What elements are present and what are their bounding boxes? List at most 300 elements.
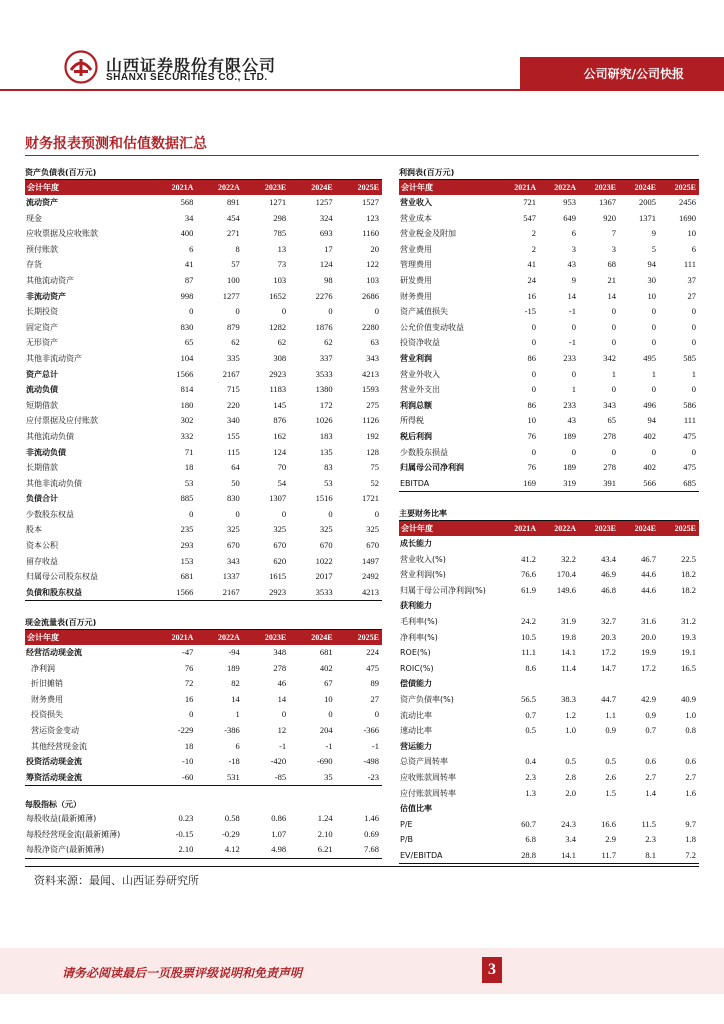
row-value: 325: [319, 524, 333, 535]
row-value: 233: [563, 352, 576, 363]
table-row: [399, 739, 699, 755]
table-row: [25, 445, 382, 461]
row-value: [579, 739, 619, 755]
row-label: 总资产周转率: [400, 757, 448, 767]
row-value: 2.8: [565, 771, 576, 782]
row-value: 10: [647, 290, 656, 301]
row-value: 1527: [362, 197, 379, 207]
row-value: 1.0: [565, 725, 576, 736]
row-value: 308: [273, 352, 287, 363]
row-label: 研发费用: [400, 275, 432, 285]
row-value: 0: [651, 306, 656, 317]
row-value: 83: [324, 462, 333, 473]
row-value: 9.7: [685, 818, 696, 829]
row-value: 35: [289, 770, 335, 786]
row-label: 少数股东权益: [26, 509, 74, 519]
row-value: 1257: [315, 197, 333, 207]
row-value: [619, 739, 659, 755]
row-value: 72: [184, 678, 194, 689]
row-value: 67: [324, 678, 333, 689]
row-value: 2.3: [525, 771, 536, 782]
table-row: [399, 273, 699, 289]
row-value: 18: [184, 740, 194, 751]
row-value: 1.3: [525, 787, 536, 798]
table-row: [25, 842, 382, 858]
row-value: -94: [228, 647, 240, 657]
row-value: 278: [603, 430, 616, 441]
row-value: 43: [567, 259, 576, 270]
row-value: 104: [180, 352, 194, 363]
row-value: 44.6: [641, 584, 656, 595]
table-row: [25, 273, 382, 289]
company-name-en: SHANXI SECURITIES CO., LTD.: [106, 72, 268, 83]
row-value: 0: [571, 368, 576, 379]
row-value: 332: [180, 430, 194, 441]
row-value: -690: [316, 756, 333, 767]
row-value: 10: [687, 228, 696, 239]
row-value: -498: [363, 756, 379, 767]
year-header: 2025E: [336, 180, 382, 195]
row-value: 71: [184, 446, 194, 457]
table-row: [25, 538, 382, 554]
row-value: 2167: [196, 585, 242, 601]
row-value: 94: [647, 415, 656, 426]
row-label: 成长能力: [400, 539, 432, 548]
row-label: 归属母公司股东权益: [26, 572, 98, 582]
row-label: 存货: [26, 260, 42, 270]
row-value: [579, 536, 619, 552]
row-value: 402: [643, 430, 656, 441]
row-value: 2.0: [565, 787, 576, 798]
table-row: [399, 367, 699, 383]
table-header-row: [25, 180, 382, 195]
row-value: 1.07: [271, 828, 287, 839]
row-value: 1: [651, 368, 656, 379]
row-value: 830: [227, 493, 240, 504]
row-value: [499, 801, 539, 817]
table-row: [399, 335, 699, 351]
row-value: 2.10: [150, 842, 196, 858]
row-value: 57: [231, 259, 240, 270]
row-value: 155: [227, 430, 240, 441]
row-value: 11.7: [579, 848, 619, 864]
ratios-title: 主要财务比率: [399, 509, 447, 518]
report-type-tag: 公司研究/公司快报: [583, 67, 684, 81]
row-value: 649: [563, 212, 576, 223]
row-label: 应付账款周转率: [400, 788, 456, 798]
row-value: 6.8: [525, 834, 536, 845]
row-label: 营业税金及附加: [400, 229, 456, 239]
table-row: [399, 676, 699, 692]
row-label: P/B: [400, 835, 414, 845]
row-label: 其他非流动资产: [26, 353, 82, 363]
row-label: 利润总额: [400, 400, 432, 410]
row-label: 长期借款: [26, 463, 58, 473]
row-value: [499, 536, 539, 552]
row-value: 0: [691, 384, 696, 395]
row-value: [539, 598, 579, 614]
ratios-table: [399, 521, 699, 864]
row-value: 65: [607, 415, 616, 426]
row-value: 220: [227, 399, 240, 410]
row-value: 1.4: [645, 787, 656, 798]
row-value: 0: [328, 306, 333, 317]
row-value: 325: [273, 524, 287, 535]
row-label: 现金: [26, 213, 42, 223]
row-value: 1652: [269, 290, 287, 301]
row-value: 0.69: [364, 828, 379, 839]
table-row: [25, 367, 382, 383]
header-label: 会计年度: [399, 180, 499, 195]
row-value: 1337: [222, 571, 240, 582]
table-row: [25, 554, 382, 570]
table-row: [25, 739, 382, 755]
row-value: 1721: [362, 493, 379, 504]
row-value: -15: [524, 306, 536, 317]
row-value: 7.2: [659, 848, 699, 864]
row-value: 62: [231, 337, 240, 348]
section-title: 财务报表预测和估值数据汇总: [25, 136, 207, 152]
row-value: 0: [189, 306, 194, 317]
row-value: -18: [228, 756, 240, 767]
per-share-block: [25, 798, 382, 859]
row-label: 公允价值变动收益: [400, 322, 464, 332]
row-value: 2456: [679, 197, 696, 207]
table-row: [399, 630, 699, 646]
row-value: 325: [366, 524, 379, 535]
row-value: 337: [319, 352, 333, 363]
row-label: 其他流动资产: [26, 275, 74, 285]
table-row: [399, 536, 699, 552]
row-value: 1160: [362, 228, 379, 239]
row-value: -60: [150, 770, 196, 786]
row-value: 1183: [269, 384, 287, 395]
row-value: 879: [227, 321, 240, 332]
row-value: 670: [366, 540, 379, 551]
row-label: 营运能力: [400, 741, 432, 751]
table-row: [399, 567, 699, 583]
row-value: 0: [281, 508, 287, 519]
row-value: 14.1: [539, 848, 579, 864]
row-label: 无形资产: [26, 338, 58, 348]
row-value: 278: [603, 462, 616, 473]
year-header: 2022A: [539, 521, 579, 536]
row-value: 2276: [315, 290, 333, 301]
row-label: ROE(%): [400, 648, 431, 658]
row-value: 46.8: [601, 584, 616, 595]
table-row: [399, 583, 699, 599]
table-row: [399, 320, 699, 336]
row-value: 391: [579, 476, 619, 492]
table-row: [399, 304, 699, 320]
row-value: 454: [227, 212, 240, 223]
row-value: 86: [527, 399, 536, 410]
table-row: [399, 754, 699, 770]
row-label: 投资净收益: [400, 338, 440, 348]
table-row: [399, 413, 699, 429]
row-value: 6: [189, 243, 194, 254]
income-statement-block: [399, 166, 699, 492]
row-value: 496: [643, 399, 656, 410]
row-label: 其他非流动负债: [26, 478, 82, 488]
row-value: [579, 676, 619, 692]
row-value: 31.6: [641, 615, 656, 626]
row-value: 87: [184, 274, 194, 285]
row-value: 0.58: [224, 813, 240, 823]
row-value: 0.86: [271, 813, 287, 823]
row-label: 少数股东损益: [400, 447, 448, 457]
row-value: 0.8: [685, 725, 696, 736]
row-label: EBITDA: [399, 476, 499, 492]
row-value: -0.29: [222, 828, 240, 839]
row-value: 0: [691, 306, 696, 317]
table-row: [25, 770, 382, 786]
row-value: 75: [370, 462, 379, 473]
table-row: [399, 848, 699, 864]
row-value: 1026: [315, 415, 333, 426]
row-value: 0.5: [565, 756, 576, 767]
year-header: 2023E: [579, 180, 619, 195]
row-value: 2.10: [317, 828, 333, 839]
row-value: 94: [647, 259, 656, 270]
row-value: 1566: [176, 368, 194, 379]
row-value: 16: [527, 290, 536, 301]
row-value: 1: [611, 368, 616, 379]
row-value: 6: [571, 228, 576, 239]
row-value: 0: [281, 306, 287, 317]
row-value: 1516: [315, 493, 333, 504]
disclaimer-link[interactable]: 请务必阅读最后一页股票评级说明和免责声明: [62, 966, 303, 980]
row-value: 2686: [362, 290, 379, 301]
table-row: [399, 476, 699, 492]
cash-flow-title: 现金流量表(百万元): [25, 618, 97, 627]
row-value: 14.1: [561, 647, 576, 658]
row-value: 43: [567, 415, 576, 426]
table-row: [399, 257, 699, 273]
row-value: 2005: [639, 197, 656, 207]
row-value: 531: [196, 770, 242, 786]
row-value: 46.9: [601, 569, 616, 580]
table-row: [399, 211, 699, 227]
row-value: 149.6: [556, 584, 576, 595]
row-value: 180: [180, 399, 194, 410]
row-value: 7: [611, 228, 616, 239]
header-label: 会计年度: [399, 521, 499, 536]
row-value: 785: [273, 228, 287, 239]
row-value: 0: [374, 709, 379, 720]
row-value: 0: [651, 384, 656, 395]
row-value: 1022: [315, 555, 333, 566]
row-value: 1380: [315, 384, 333, 395]
table-row: [399, 645, 699, 661]
row-value: 183: [319, 430, 333, 441]
year-header: 2021A: [499, 521, 539, 536]
year-header: 2022A: [196, 180, 242, 195]
row-label: 税后利润: [400, 431, 432, 441]
row-value: [619, 676, 659, 692]
row-value: [539, 676, 579, 692]
year-header: 2024E: [619, 521, 659, 536]
row-value: 2: [531, 243, 536, 254]
row-value: 0: [611, 306, 616, 317]
row-label: 股本: [26, 525, 42, 535]
table-row: [25, 242, 382, 258]
row-value: 620: [273, 555, 287, 566]
table-row: [25, 676, 382, 692]
row-value: 38.3: [561, 693, 576, 704]
row-label: 资产负债率(%): [400, 694, 454, 704]
row-value: 475: [683, 430, 696, 441]
row-value: 721: [523, 197, 536, 207]
row-value: 298: [273, 212, 287, 223]
row-value: 0.7: [525, 709, 536, 720]
row-value: 5: [651, 243, 656, 254]
header-divider: [0, 89, 724, 91]
table-header-row: [25, 630, 382, 645]
row-value: 34: [184, 212, 194, 223]
table-row: [25, 460, 382, 476]
row-value: [579, 801, 619, 817]
row-label: 估值比率: [400, 804, 432, 814]
year-header: 2021A: [150, 180, 196, 195]
row-value: 20.0: [641, 631, 656, 642]
row-label: 净利润: [31, 663, 55, 673]
row-label: 营业利润(%): [400, 570, 446, 580]
row-value: 135: [319, 446, 333, 457]
row-value: 10.5: [521, 631, 536, 642]
row-value: 0: [611, 337, 616, 348]
row-value: 0: [531, 321, 536, 332]
row-value: 41.2: [521, 553, 536, 564]
row-label: 财务费用: [31, 694, 63, 704]
row-value: 1: [235, 709, 240, 720]
row-value: 876: [273, 415, 287, 426]
row-label: 营业收入: [400, 198, 432, 207]
row-value: -85: [243, 770, 289, 786]
header-label: 会计年度: [25, 630, 150, 645]
row-value: 19.9: [641, 647, 656, 658]
table-row: [25, 723, 382, 739]
row-value: 14: [277, 693, 287, 704]
row-value: 124: [273, 446, 287, 457]
year-header: 2025E: [659, 180, 699, 195]
row-value: 2.3: [645, 834, 656, 845]
table-row: [25, 569, 382, 585]
row-value: 14: [231, 693, 240, 704]
row-value: 14.7: [601, 662, 616, 673]
row-value: 189: [563, 462, 576, 473]
row-value: 86: [527, 352, 536, 363]
row-value: 2280: [362, 321, 379, 332]
row-value: 11.5: [641, 818, 656, 829]
balance-sheet-title: 资产负债表(百万元): [25, 168, 97, 177]
table-row: [399, 226, 699, 242]
row-value: 568: [180, 197, 194, 207]
row-value: 162: [273, 430, 287, 441]
row-value: [499, 676, 539, 692]
table-row: [25, 211, 382, 227]
year-header: 2025E: [336, 630, 382, 645]
row-value: -0.15: [175, 828, 194, 839]
table-row: [25, 692, 382, 708]
row-value: 1876: [315, 321, 333, 332]
row-value: 0: [374, 508, 379, 519]
row-label: 资本公积: [26, 541, 58, 551]
row-label: 归属母公司净利润: [400, 463, 464, 473]
row-value: 324: [319, 212, 333, 223]
table-header-row: [399, 180, 699, 195]
row-label: 获利能力: [400, 601, 432, 611]
row-value: -1: [568, 306, 576, 317]
row-value: 586: [683, 399, 696, 410]
row-value: 4213: [362, 368, 379, 379]
row-value: 169: [499, 476, 539, 492]
row-label: 其他经营现金流: [31, 741, 87, 751]
row-value: 0: [611, 321, 616, 332]
row-label: P/E: [400, 819, 413, 829]
table-row: [25, 257, 382, 273]
row-value: 53: [184, 477, 194, 488]
table-row: [25, 645, 382, 661]
row-value: 16: [184, 693, 194, 704]
row-label: 长期投资: [26, 307, 58, 317]
table-row: [399, 801, 699, 817]
year-header: 2022A: [196, 630, 242, 645]
row-value: 145: [273, 399, 287, 410]
row-value: 0.6: [685, 756, 696, 767]
row-value: 1593: [362, 384, 379, 395]
row-value: 0: [235, 306, 240, 317]
row-value: 891: [227, 197, 240, 207]
row-value: 52: [370, 477, 379, 488]
row-value: 2.9: [605, 834, 616, 845]
row-value: 44.7: [601, 693, 616, 704]
row-value: 1615: [269, 571, 287, 582]
row-value: 19.3: [681, 631, 696, 642]
row-value: 3533: [289, 585, 335, 601]
row-value: 6: [691, 243, 696, 254]
row-label: 速动比率: [400, 726, 432, 736]
row-value: 64: [231, 462, 240, 473]
row-value: 65: [184, 337, 194, 348]
row-label: EV/EBITDA: [399, 848, 499, 864]
table-row: [399, 429, 699, 445]
table-row: [399, 289, 699, 305]
row-value: 715: [227, 384, 240, 395]
row-value: 885: [180, 493, 194, 504]
row-value: -229: [177, 724, 194, 735]
row-value: 1307: [269, 493, 287, 504]
row-label: 其他流动负债: [26, 431, 74, 441]
row-value: 0: [691, 321, 696, 332]
row-value: 0.23: [178, 813, 194, 823]
row-value: 20: [370, 243, 379, 254]
row-value: [619, 598, 659, 614]
row-value: 76: [527, 430, 536, 441]
row-label: 负债和股东权益: [25, 585, 150, 601]
row-value: 1.46: [364, 813, 379, 823]
row-value: 233: [563, 399, 576, 410]
row-value: 10: [527, 415, 536, 426]
row-value: 115: [227, 446, 240, 457]
table-row: [399, 351, 699, 367]
row-value: 340: [227, 415, 240, 426]
row-value: 2.7: [645, 771, 656, 782]
row-value: 670: [319, 540, 333, 551]
row-value: 11.1: [521, 647, 536, 658]
row-value: 18.2: [681, 569, 696, 580]
row-value: 0: [651, 337, 656, 348]
